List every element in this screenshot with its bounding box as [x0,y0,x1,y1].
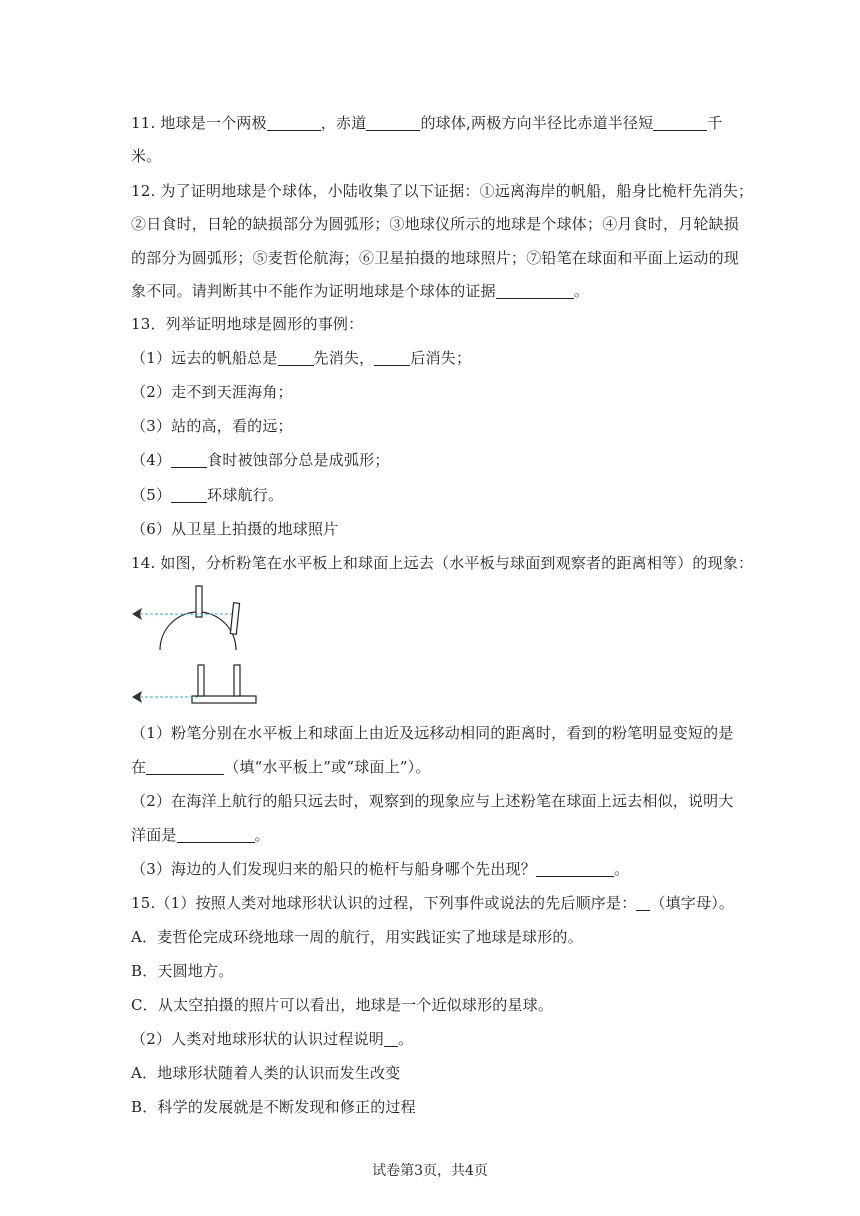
q12-line-1: 12. 为了证明地球是个球体，小陆收集了以下证据：①远离海岸的帆船，船身比桅杆先消失； [131,182,754,200]
q13-item-1-text-b: 先消失， [313,349,375,367]
q12-line-4 [131,280,589,301]
q13-item-4-text-b: 食时被蚀部分总是成弧形； [207,451,390,469]
q11-text-d: 千 [707,114,723,132]
q14-sub1-line-1: （1）粉笔分别在水平板上和球面上由近及远移动相同的距离时，看到的粉笔明显变短的是 [131,724,734,742]
flat-board [192,696,256,703]
q15-sub1 [131,892,734,913]
q14-sub1-text-a: 在 [131,758,147,776]
page-footer: 试卷第3页，共4页 [372,1163,488,1179]
q13-item-1-text-c: 后消失； [410,349,472,367]
q14-title: 14. 如图，分析粉笔在水平板上和球面上远去（水平板与球面到观察者的距离相等）的现象： [131,554,754,572]
answer-blank[interactable] [146,759,224,775]
chalk-near [196,586,202,617]
q11-line-1 [131,112,723,133]
q13-item-6: （6）从卫星上拍摄的地球照片 [131,520,339,538]
answer-blank[interactable] [536,861,614,877]
q13-item-1-text-a: （1）远去的帆船总是 [131,349,278,367]
q15-option-a: A．麦哲伦完成环绕地球一周的航行，用实践证实了地球是球形的。 [131,928,583,946]
answer-blank[interactable] [278,350,314,366]
q14-sub1-text-b: （填“水平板上”或“球面上”）。 [224,758,431,776]
q15-option-b: B．天圆地方。 [131,962,234,980]
chalk-experiment-figure [126,580,266,708]
q12-line-2: ②日食时，日轮的缺损部分为圆弧形；③地球仪所示的地球是个球体；④月食时，月轮缺损 [131,215,740,233]
q15-sub2-text-b: 。 [397,1030,414,1048]
q11-text-c: 的球体,两极方向半径比赤道半径短 [420,114,654,132]
q14-sub3-text-a: （3）海边的人们发现归来的船只的桅杆与船身哪个先出现？ [131,860,536,878]
answer-blank[interactable] [366,115,420,131]
q11-text-b: ，赤道 [320,114,367,132]
q11-text-a: 11. 地球是一个两极 [131,114,267,132]
chalk-near [198,665,204,696]
q14-sub1-line-2 [131,756,431,777]
q12-text-a: 象不同。请判断其中不能作为证明地球是个球体的证据 [131,282,496,300]
q12-text-b: 。 [573,282,590,300]
q14-sub2-text-b: 。 [254,826,270,844]
sphere-arc [160,612,236,650]
q13-item-1 [131,347,471,368]
q15-sub2 [131,1028,413,1049]
chalk-far [234,665,240,696]
q13-item-5-text-b: 环球航行。 [207,486,284,504]
q13-item-3: （3）站的高，看的远； [131,417,293,435]
chalk-far [230,603,239,634]
q13-item-4 [131,449,390,470]
q13-item-2: （2）走不到天涯海角； [131,383,293,401]
q13-item-5 [131,484,283,505]
answer-blank[interactable] [177,827,255,843]
q15-option-c: C．从太空拍摄的照片可以看出，地球是一个近似球形的星球。 [131,996,554,1014]
q14-sub2-line-1: （2）在海洋上航行的船只远去时，观察到的现象应与上述粉笔在球面上远去相似，说明大 [131,792,734,810]
q15-sub2-text-a: （2）人类对地球形状的认识过程说明 [131,1030,384,1048]
q15-sub2-option-a: A．地球形状随着人类的认识而发生改变 [131,1064,401,1082]
flat-board-diagram [132,665,256,703]
sphere-diagram [132,586,240,650]
q12-line-3: 的部分为圆弧形；⑤麦哲伦航海；⑥卫星拍摄的地球照片；⑦铅笔在球面和平面上运动的现 [131,249,740,267]
q14-sub3-text-b: 。 [613,860,630,878]
q13-title: 13．列举证明地球是圆形的事例： [131,315,364,333]
q14-sub2-line-2 [131,824,270,845]
q14-sub3 [131,858,629,879]
q13-item-4-text-a: （4） [131,451,172,469]
q13-item-5-text-a: （5） [131,486,172,504]
q14-sub2-text-a: 洋面是 [131,826,177,844]
q11-line-2: 米。 [131,147,162,165]
answer-blank[interactable] [267,115,321,131]
q15-sub1-text-a: 15.（1）按照人类对地球形状认识的过程，下列事件或说法的先后顺序是： [131,894,637,912]
answer-blank[interactable] [374,350,410,366]
answer-blank[interactable] [171,452,207,468]
answer-blank[interactable] [171,487,207,503]
answer-blank[interactable] [384,1031,398,1047]
q15-sub1-text-b: （填字母）。 [650,894,735,912]
answer-blank[interactable] [496,283,574,299]
answer-blank[interactable] [653,115,707,131]
q15-sub2-option-b: B．科学的发展就是不断发现和修正的过程 [131,1098,416,1116]
answer-blank[interactable] [636,895,650,911]
